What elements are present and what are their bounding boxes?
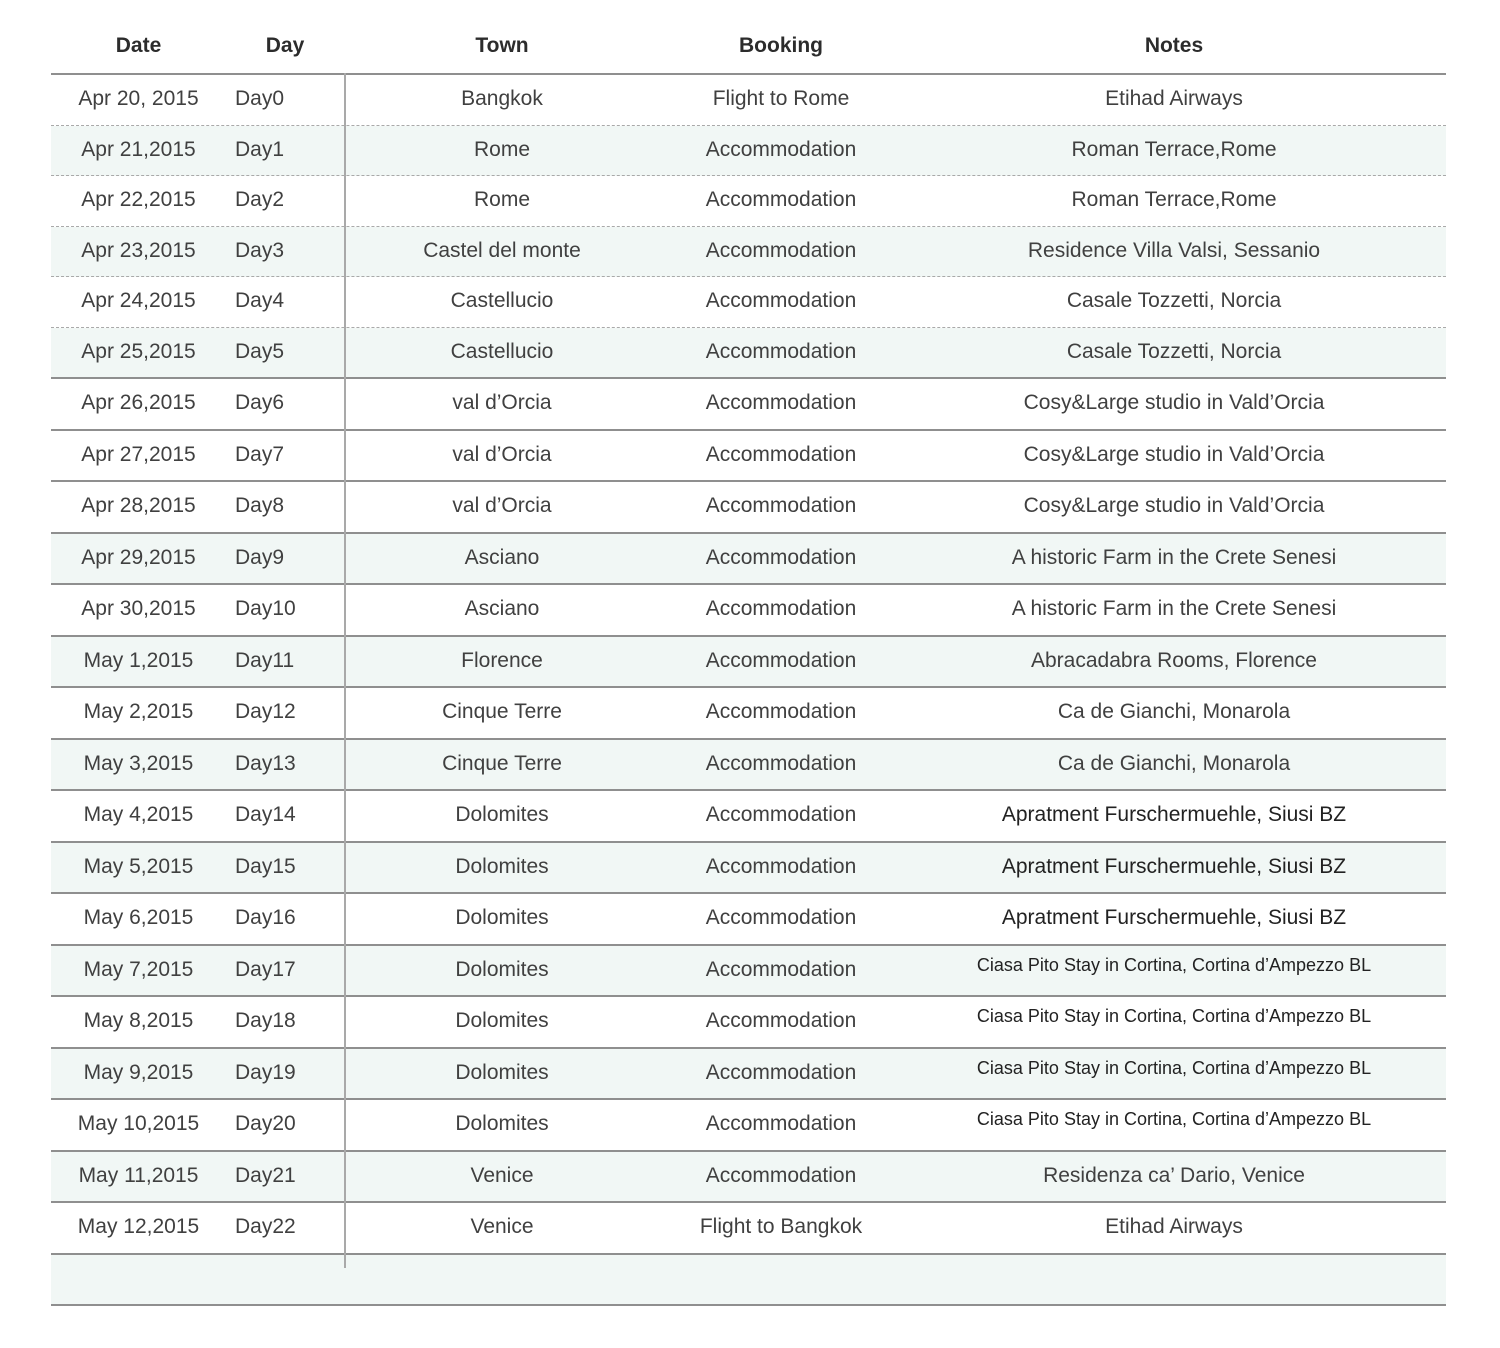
cell-day: Day7 <box>235 442 285 466</box>
cell-booking: Accommodation <box>705 494 857 517</box>
cell-day: Day20 <box>235 1112 296 1135</box>
cell-booking: Accommodation <box>705 339 857 363</box>
cell-date: May 9,2015 <box>83 1060 194 1084</box>
cell-date: May 7,2015 <box>83 957 194 981</box>
cell-notes: Casale Tozzetti, Norcia <box>1066 339 1282 363</box>
header-town: Town <box>475 34 529 57</box>
cell-date: May 11,2015 <box>78 1163 199 1187</box>
cell-notes: Residence Villa Valsi, Sessanio <box>1027 238 1321 262</box>
cell-day: Day15 <box>235 854 296 878</box>
cell-town: Dolomites <box>455 854 549 878</box>
cell-notes: Ciasa Pito Stay in Cortina, Cortina d’Ampezzo BL <box>976 1109 1372 1129</box>
table-row <box>51 1100 1446 1152</box>
cell-town: Venice <box>470 1215 534 1238</box>
cell-day: Day10 <box>235 597 296 620</box>
cell-town: Venice <box>470 1163 534 1187</box>
table-row <box>51 176 1446 227</box>
cell-booking: Flight to Rome <box>712 87 850 110</box>
table-row <box>51 431 1446 483</box>
cell-day: Day3 <box>235 238 285 262</box>
table-row <box>51 227 1446 278</box>
cell-town: Cinque Terre <box>442 751 562 775</box>
cell-date: May 8,2015 <box>83 1009 194 1032</box>
table-row <box>51 277 1446 328</box>
cell-town: val d’Orcia <box>452 494 552 517</box>
cell-notes: Ca de Gianchi, Monarola <box>1057 700 1291 723</box>
table-body <box>51 75 1446 1255</box>
cell-notes: Cosy&Large studio in Vald’Orcia <box>1023 442 1325 466</box>
cell-booking: Accommodation <box>705 188 857 211</box>
table-row <box>51 688 1446 740</box>
header-date: Date <box>115 34 162 57</box>
cell-town: Castellucio <box>450 289 554 312</box>
cell-day: Day1 <box>235 137 285 161</box>
cell-date: Apr 26,2015 <box>81 391 196 414</box>
cell-day: Day0 <box>235 87 285 110</box>
cell-day: Day17 <box>235 957 296 981</box>
cell-day: Day12 <box>235 700 296 723</box>
table-row <box>51 894 1446 946</box>
table-row <box>51 126 1446 177</box>
cell-day: Day18 <box>235 1009 296 1032</box>
cell-day: Day13 <box>235 751 296 775</box>
cell-date: May 1,2015 <box>83 648 194 672</box>
cell-booking: Accommodation <box>705 238 857 262</box>
table-row <box>51 1049 1446 1101</box>
table-row <box>51 946 1446 998</box>
cell-booking: Accommodation <box>705 545 857 569</box>
cell-notes: Apratment Furschermuehle, Siusi BZ <box>1001 906 1347 929</box>
cell-date: May 4,2015 <box>83 803 194 826</box>
cell-date: Apr 27,2015 <box>81 442 196 466</box>
table-row <box>51 328 1446 380</box>
cell-booking: Accommodation <box>705 137 857 161</box>
cell-notes: Ciasa Pito Stay in Cortina, Cortina d’Ampezzo BL <box>976 1057 1372 1078</box>
table-row <box>51 637 1446 689</box>
cell-notes: Apratment Furschermuehle, Siusi BZ <box>1001 854 1347 878</box>
cell-date: May 6,2015 <box>83 906 194 929</box>
cell-town: val d’Orcia <box>452 442 552 466</box>
cell-booking: Accommodation <box>705 1112 857 1135</box>
cell-day: Day5 <box>235 339 285 363</box>
cell-booking: Flight to Bangkok <box>699 1215 863 1238</box>
cell-day: Day22 <box>235 1215 296 1238</box>
header-day: Day <box>265 34 305 57</box>
cell-notes: Cosy&Large studio in Vald’Orcia <box>1023 391 1325 414</box>
table-row <box>51 534 1446 586</box>
cell-town: Florence <box>461 648 543 672</box>
cell-day: Day14 <box>235 803 296 826</box>
table-row <box>51 1203 1446 1255</box>
cell-day: Day16 <box>235 906 296 929</box>
table-row <box>51 482 1446 534</box>
cell-town: Dolomites <box>455 1112 549 1135</box>
cell-day: Day8 <box>235 494 285 517</box>
header-notes: Notes <box>1144 34 1204 57</box>
cell-day: Day6 <box>235 391 285 414</box>
cell-notes: Apratment Furschermuehle, Siusi BZ <box>1001 803 1347 826</box>
cell-booking: Accommodation <box>705 1060 857 1084</box>
cell-booking: Accommodation <box>705 854 857 878</box>
cell-date: Apr 29,2015 <box>81 545 196 569</box>
cell-notes: Abracadabra Rooms, Florence <box>1031 648 1317 672</box>
cell-town: Asciano <box>464 545 540 569</box>
cell-booking: Accommodation <box>705 648 857 672</box>
cell-day: Day9 <box>235 545 285 569</box>
table-row <box>51 585 1446 637</box>
cell-date: Apr 20, 2015 <box>78 87 199 110</box>
cell-town: Cinque Terre <box>442 700 562 723</box>
cell-day: Day2 <box>235 188 285 211</box>
cell-notes: Roman Terrace,Rome <box>1071 188 1277 211</box>
cell-booking: Accommodation <box>705 957 857 981</box>
header-booking: Booking <box>739 34 823 57</box>
cell-date: May 2,2015 <box>83 700 194 723</box>
itinerary-table <box>51 22 1446 1306</box>
cell-booking: Accommodation <box>705 289 857 312</box>
cell-date: May 5,2015 <box>83 854 194 878</box>
cell-town: val d’Orcia <box>452 391 552 414</box>
cell-notes: Ca de Gianchi, Monarola <box>1057 751 1291 775</box>
cell-notes: A historic Farm in the Crete Senesi <box>1011 597 1337 620</box>
cell-day: Day4 <box>235 289 285 312</box>
cell-date: May 10,2015 <box>77 1112 200 1135</box>
cell-town: Dolomites <box>455 1060 549 1084</box>
cell-town: Asciano <box>464 597 540 620</box>
cell-day: Day11 <box>235 648 295 672</box>
cell-booking: Accommodation <box>705 751 857 775</box>
cell-notes: Casale Tozzetti, Norcia <box>1066 289 1282 312</box>
table-row <box>51 1152 1446 1204</box>
cell-booking: Accommodation <box>705 906 857 929</box>
cell-town: Bangkok <box>461 87 543 110</box>
cell-town: Dolomites <box>455 1009 549 1032</box>
cell-booking: Accommodation <box>705 1009 857 1032</box>
cell-notes: Ciasa Pito Stay in Cortina, Cortina d’Ampezzo BL <box>976 1006 1372 1026</box>
cell-notes: Roman Terrace,Rome <box>1071 137 1277 161</box>
cell-town: Rome <box>473 137 531 161</box>
cell-notes: Etihad Airways <box>1105 87 1243 110</box>
table-header <box>51 22 1446 75</box>
cell-date: Apr 30,2015 <box>81 597 196 620</box>
table-row <box>51 740 1446 792</box>
cell-booking: Accommodation <box>705 803 857 826</box>
cell-booking: Accommodation <box>705 597 857 620</box>
table-row <box>51 843 1446 895</box>
cell-date: Apr 23,2015 <box>81 238 196 262</box>
cell-date: May 3,2015 <box>83 751 194 775</box>
cell-notes: Etihad Airways <box>1105 1215 1243 1238</box>
cell-booking: Accommodation <box>705 442 857 466</box>
table-row <box>51 379 1446 431</box>
cell-date: May 12,2015 <box>77 1215 200 1238</box>
cell-booking: Accommodation <box>705 1163 857 1187</box>
cell-town: Castellucio <box>450 339 554 363</box>
table-row <box>51 791 1446 843</box>
cell-day: Day21 <box>235 1163 296 1187</box>
cell-notes: Ciasa Pito Stay in Cortina, Cortina d’Ampezzo BL <box>976 954 1372 975</box>
column-divider <box>344 73 346 1268</box>
cell-booking: Accommodation <box>705 391 857 414</box>
cell-town: Dolomites <box>455 803 549 826</box>
cell-town: Rome <box>473 188 531 211</box>
cell-day: Day19 <box>235 1060 296 1084</box>
cell-notes: A historic Farm in the Crete Senesi <box>1011 545 1337 569</box>
cell-town: Castel del monte <box>423 238 581 262</box>
cell-town: Dolomites <box>455 906 549 929</box>
empty-row <box>51 1255 1446 1306</box>
cell-town: Dolomites <box>455 957 549 981</box>
cell-date: Apr 25,2015 <box>81 339 196 363</box>
table-row <box>51 75 1446 126</box>
table-row <box>51 997 1446 1049</box>
cell-notes: Residenza ca’ Dario, Venice <box>1043 1163 1305 1187</box>
cell-date: Apr 22,2015 <box>81 188 196 211</box>
cell-booking: Accommodation <box>705 700 857 723</box>
cell-date: Apr 21,2015 <box>81 137 196 161</box>
cell-date: Apr 24,2015 <box>81 289 196 312</box>
cell-date: Apr 28,2015 <box>81 494 196 517</box>
cell-notes: Cosy&Large studio in Vald’Orcia <box>1023 494 1325 517</box>
